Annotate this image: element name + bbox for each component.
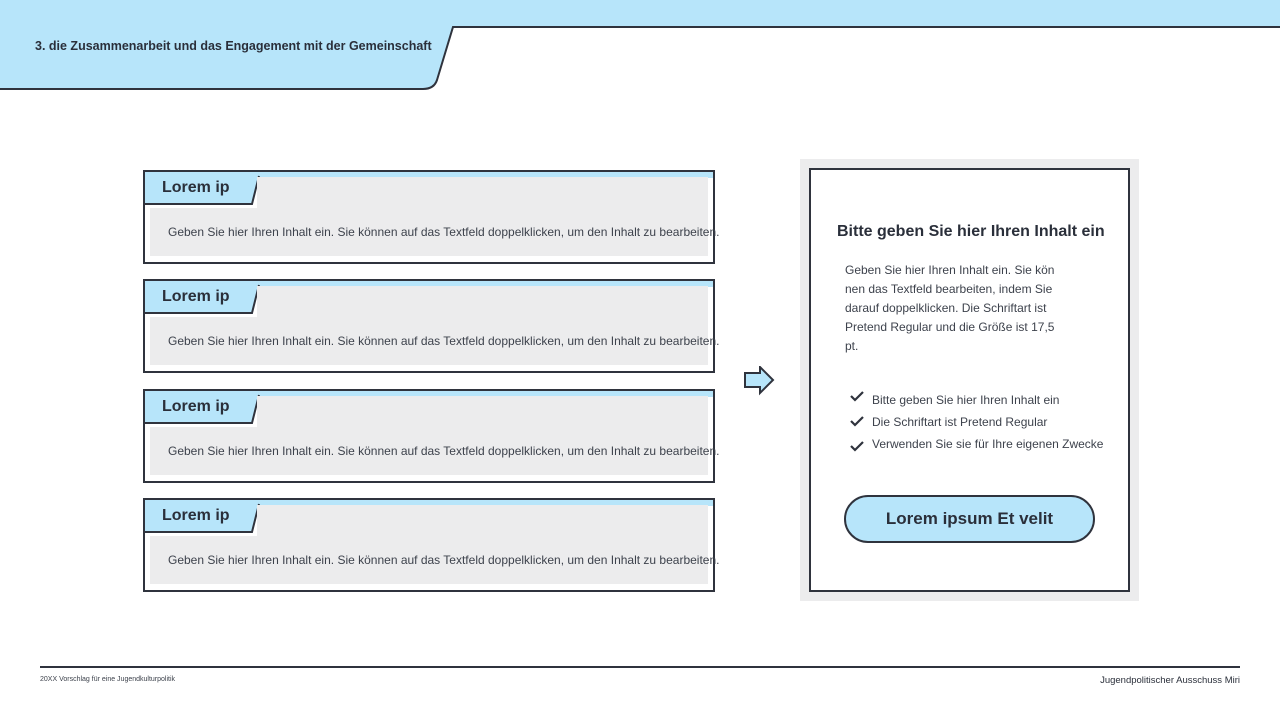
card-tab-label: Lorem ip (162, 398, 230, 415)
check-icon (849, 440, 865, 454)
card-body-text: Geben Sie hier Ihren Inhalt ein. Sie können auf das Textfeld doppelklicken, um den Inhalt zu bearbeiten. (168, 553, 720, 567)
content-card[interactable] (143, 389, 720, 483)
check-icon (849, 415, 865, 429)
footer-left-text: 20XX Vorschlag für eine Jugendkulturpolitik (40, 676, 176, 683)
card-tab-label: Lorem ip (162, 288, 230, 305)
info-panel (809, 168, 1130, 592)
card-body-top (257, 396, 708, 427)
card-tab-label: Lorem ip (162, 507, 230, 524)
page-title: 3. die Zusammenarbeit und das Engagement mit der Gemeinschaft (35, 39, 432, 53)
card-body-top (257, 177, 708, 208)
card-body[interactable] (150, 536, 720, 584)
card-body[interactable] (150, 208, 720, 256)
panel-title: Bitte geben Sie hier Ihren Inhalt ein (837, 223, 1105, 240)
footer-divider (40, 666, 1240, 668)
content-card[interactable] (143, 170, 720, 264)
content-card[interactable] (143, 279, 720, 373)
card-body-top (257, 505, 708, 536)
card-body-top (257, 286, 708, 317)
card-body[interactable] (150, 317, 720, 365)
card-body[interactable] (150, 427, 720, 475)
content-card[interactable] (143, 498, 720, 592)
card-body-text: Geben Sie hier Ihren Inhalt ein. Sie können auf das Textfeld doppelklicken, um den Inhalt zu bearbeiten. (168, 225, 720, 239)
arrow-right-icon (744, 366, 776, 396)
panel-paragraph: Geben Sie hier Ihren Inhalt ein. Sie kön nen das Textfeld bearbeiten, indem Sie darauf doppelklicken. Die Schriftart ist Pretend Regular und die Größe ist 17,5 pt. (845, 263, 1055, 353)
lorem-ipsum-button[interactable]: Lorem ipsum Et velit (844, 495, 1095, 543)
checklist-item-label: Bitte geben Sie hier Ihren Inhalt ein (872, 393, 1060, 407)
checklist-item-label: Die Schriftart ist Pretend Regular (872, 415, 1048, 429)
card-body-text: Geben Sie hier Ihren Inhalt ein. Sie können auf das Textfeld doppelklicken, um den Inhalt zu bearbeiten. (168, 334, 720, 348)
check-icon (849, 390, 865, 404)
card-body-text: Geben Sie hier Ihren Inhalt ein. Sie können auf das Textfeld doppelklicken, um den Inhalt zu bearbeiten. (168, 444, 720, 458)
footer-right-text: Jugendpolitischer Ausschuss Miri (1100, 675, 1240, 686)
checklist-item-label: Verwenden Sie sie für Ihre eigenen Zwecke (872, 437, 1104, 451)
card-tab-label: Lorem ip (162, 179, 230, 196)
